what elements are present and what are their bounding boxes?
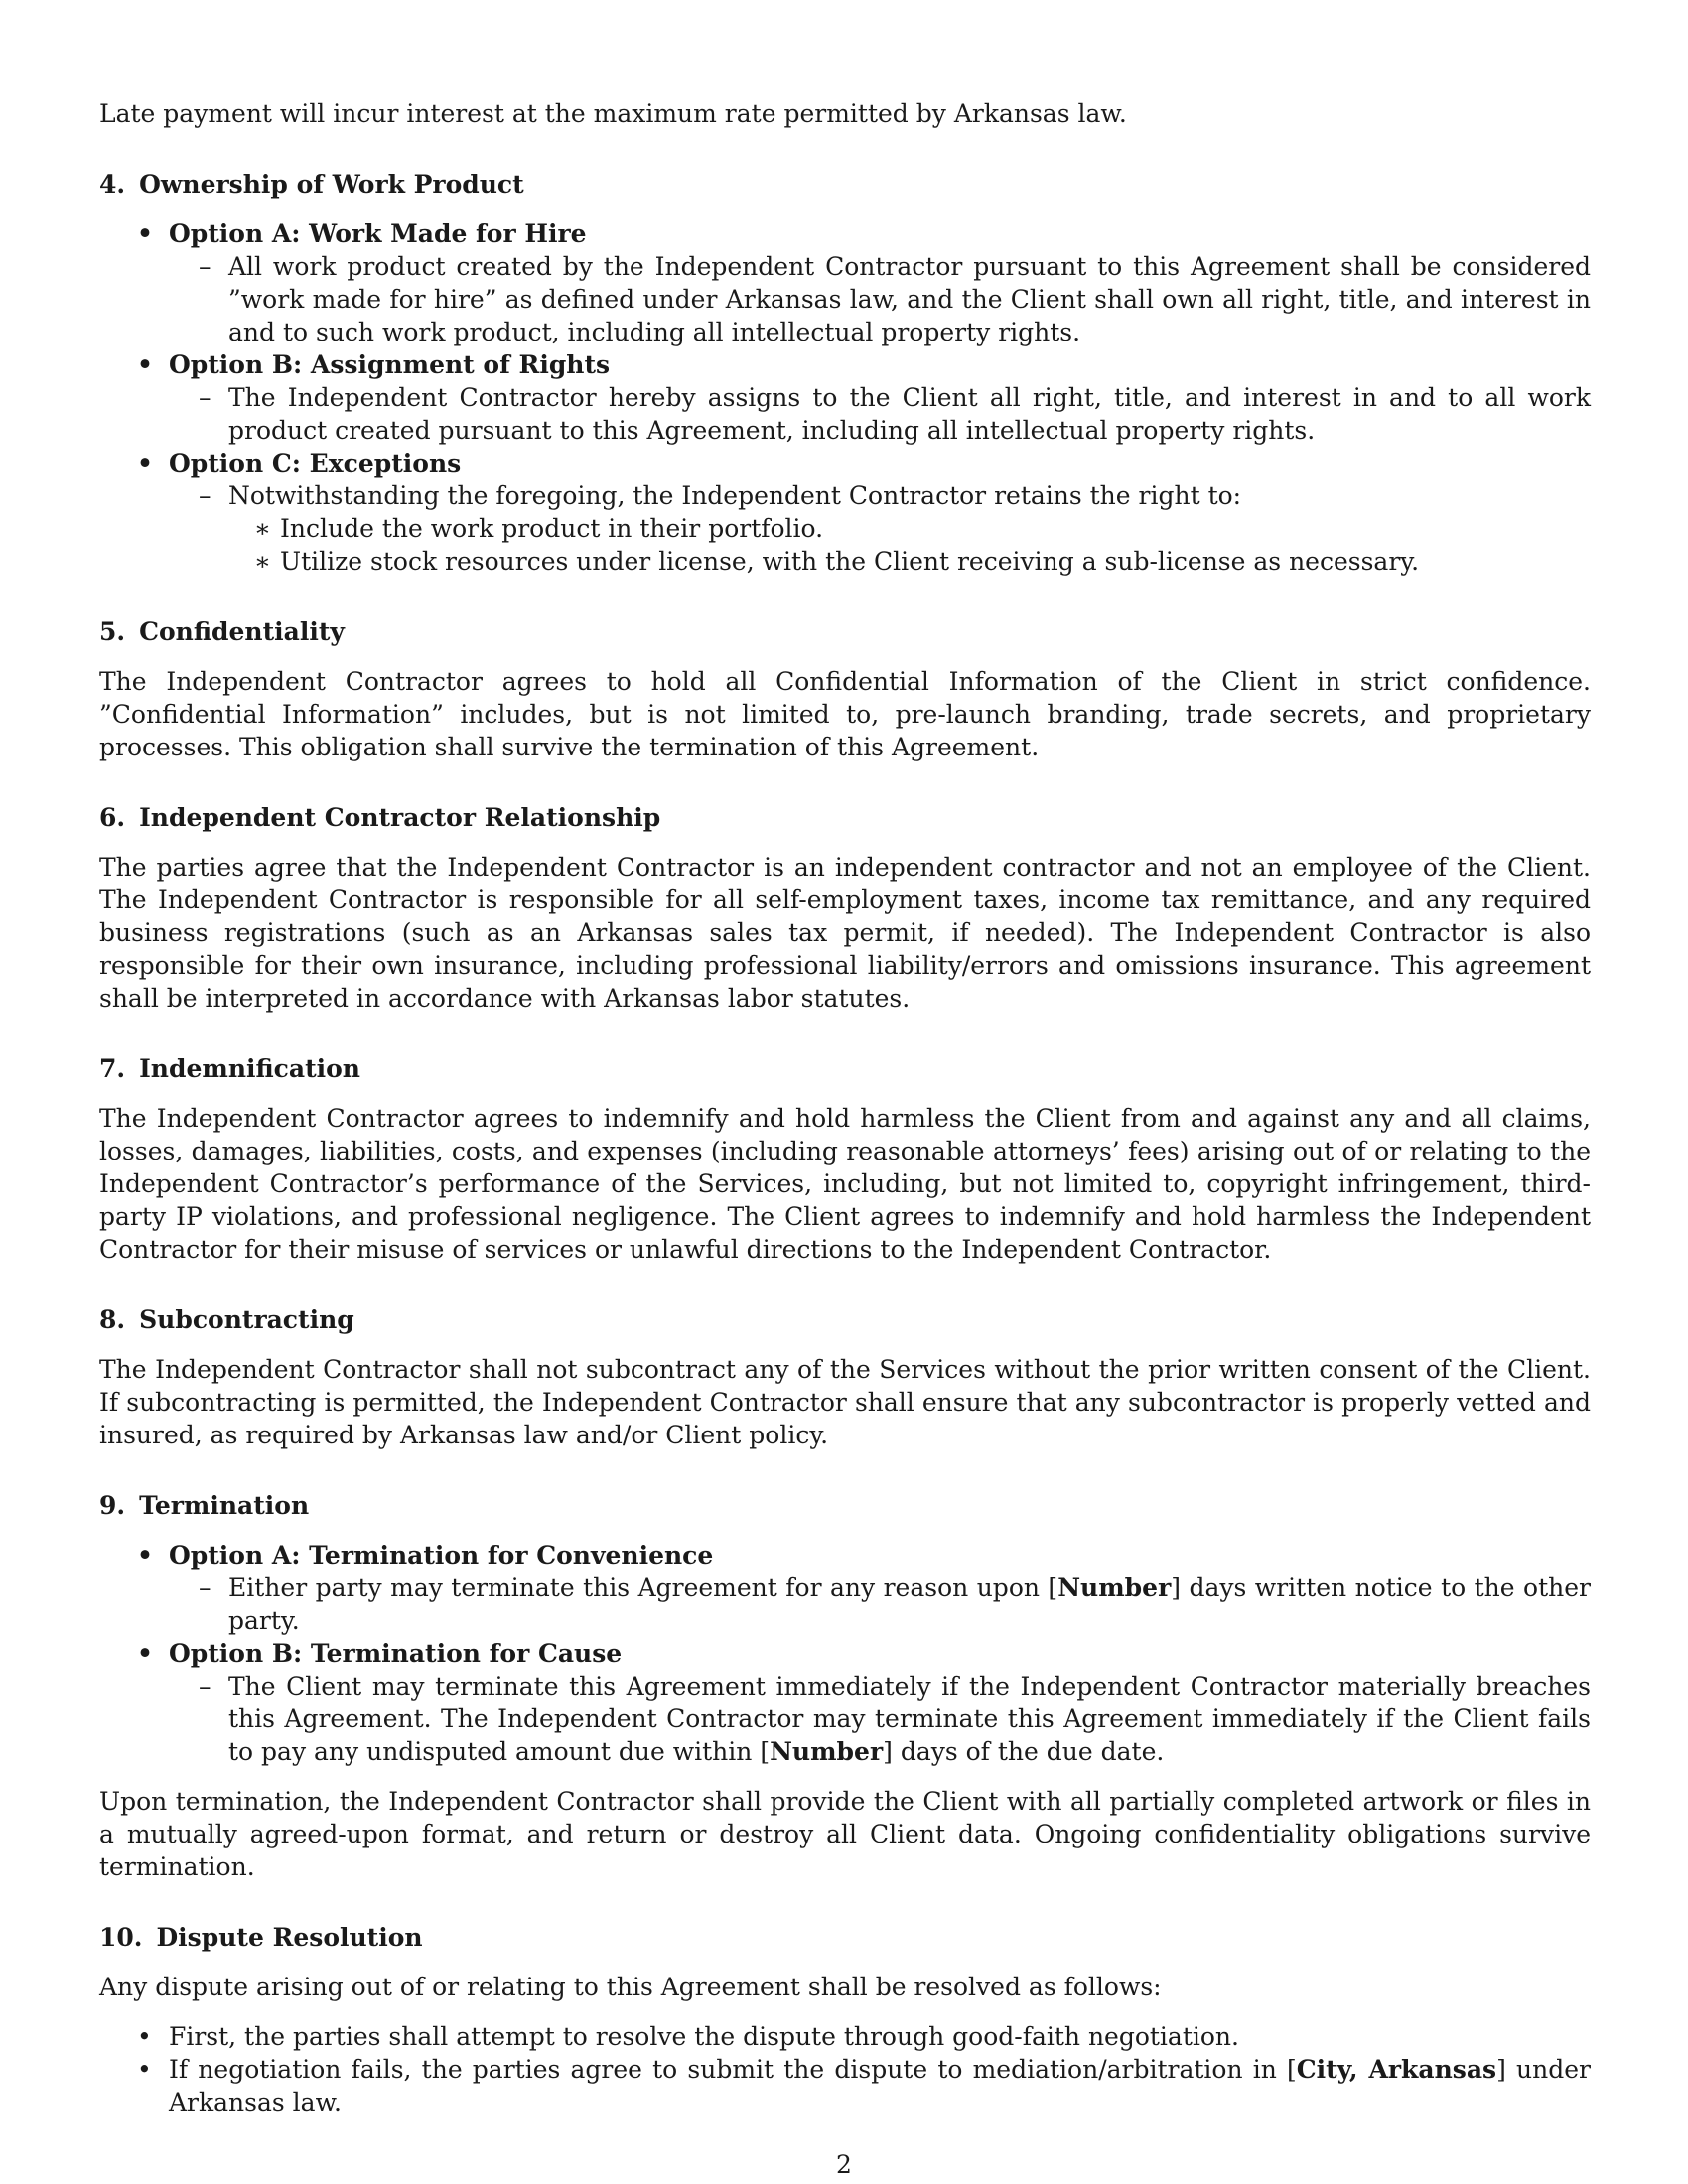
late-payment-text: Late payment will incur interest at the maximum rate permitted by Arkansas law. xyxy=(99,99,1127,128)
section-9-after-text: Upon termination, the Independent Contractor shall provide the Client with all partially completed artwork or files in a mutually agreed-upon format, and return or destroy all Client data. Ongoing confidentiality obligations survive termination. xyxy=(99,1787,1591,1881)
section-6-heading: 6. Independent Contractor Relationship xyxy=(99,803,661,832)
document-page xyxy=(99,97,1591,2118)
s4-option-a-title: • Option A: Work Made for Hire xyxy=(137,219,587,248)
section-7-heading: 7. Indemnification xyxy=(99,1054,360,1083)
section-9-heading: 9. Termination xyxy=(99,1491,310,1520)
section-10-list xyxy=(99,2020,1591,2118)
s10-item-2: • If negotiation fails, the parties agree to submit the dispute to mediation/arbitration in [City, Arkansas] under Arkansas law. xyxy=(137,2055,1591,2116)
section-5-text: The Independent Contractor agrees to hold all Confidential Information of the Client in strict confidence. ”Confidential Information” includes, but is not limited to, pre-launch branding, trade secrets, and proprietary processes. This obligation shall survive the termination of this Agreement. xyxy=(99,667,1591,761)
section-6-text: The parties agree that the Independent Contractor is an independent contractor and not an employee of the Client. The Independent Contractor is responsible for all self-employment taxes, income tax remittance, and any required business registrations (such as an Arkansas sales tax permit, if needed). The Independent Contractor is also responsible for their own insurance, including professional liability/errors and omissions insurance. This agreement shall be interpreted in accordance with Arkansas labor statutes. xyxy=(99,853,1591,1013)
s9-option-a-text: – Either party may terminate this Agreement for any reason upon [Number] days written notice to the other party. xyxy=(199,1573,1591,1635)
s4-option-c-text: – Notwithstanding the foregoing, the Independent Contractor retains the right to: xyxy=(199,481,1242,510)
s4-option-b-text: – The Independent Contractor hereby assigns to the Client all right, title, and interest in and to all work product created pursuant to this Agreement, including all intellectual property rights. xyxy=(199,383,1591,445)
s9-option-a-title: • Option A: Termination for Convenience xyxy=(137,1541,714,1570)
s4-option-c-sub2: ∗ Utilize stock resources under license, with the Client receiving a sub-license as necessary. xyxy=(254,547,1420,576)
s10-item-1: • First, the parties shall attempt to resolve the dispute through good-faith negotiation. xyxy=(137,2022,1239,2051)
section-4-heading: 4. Ownership of Work Product xyxy=(99,170,524,199)
section-9-options xyxy=(99,1539,1591,1768)
section-8-heading: 8. Subcontracting xyxy=(99,1305,354,1334)
s4-option-b-title: • Option B: Assignment of Rights xyxy=(137,350,611,379)
s9-option-b-text: – The Client may terminate this Agreement immediately if the Independent Contractor materially breaches this Agreement. The Independent Contractor may terminate this Agreement immediately if the Client fails to pay any undisputed amount due within [Number] days of the due date. xyxy=(199,1672,1591,1766)
section-10-text: Any dispute arising out of or relating to this Agreement shall be resolved as follows: xyxy=(99,1973,1162,2001)
section-8-text: The Independent Contractor shall not subcontract any of the Services without the prior written consent of the Client. If subcontracting is permitted, the Independent Contractor shall ensure that any subcontractor is properly vetted and insured, as required by Arkansas law and/or Client policy. xyxy=(99,1355,1591,1449)
section-4-options xyxy=(99,217,1591,578)
section-10-heading: 10. Dispute Resolution xyxy=(99,1923,423,1952)
section-5-heading: 5. Confidentiality xyxy=(99,617,345,646)
section-7-text: The Independent Contractor agrees to indemnify and hold harmless the Client from and against any and all claims, losses, damages, liabilities, costs, and expenses (including reasonable attorneys’ fees) arising out of or relating to the Independent Contractor’s performance of the Services, including, but not limited to, copyright infringement, third-party IP violations, and professional negligence. The Client agrees to indemnify and hold harmless the Independent Contractor for their misuse of services or unlawful directions to the Independent Contractor. xyxy=(99,1104,1591,1264)
s4-option-c-title: • Option C: Exceptions xyxy=(137,449,462,478)
s4-option-a-text: – All work product created by the Independent Contractor pursuant to this Agreement shall be considered ”work made for hire” as defined under Arkansas law, and the Client shall own all right, title, and interest in and to such work product, including all intellectual property rights. xyxy=(199,252,1591,346)
page-number: 2 xyxy=(836,2150,852,2179)
s9-option-b-title: • Option B: Termination for Cause xyxy=(137,1639,623,1668)
s4-option-c-sub1: ∗ Include the work product in their portfolio. xyxy=(254,514,824,543)
